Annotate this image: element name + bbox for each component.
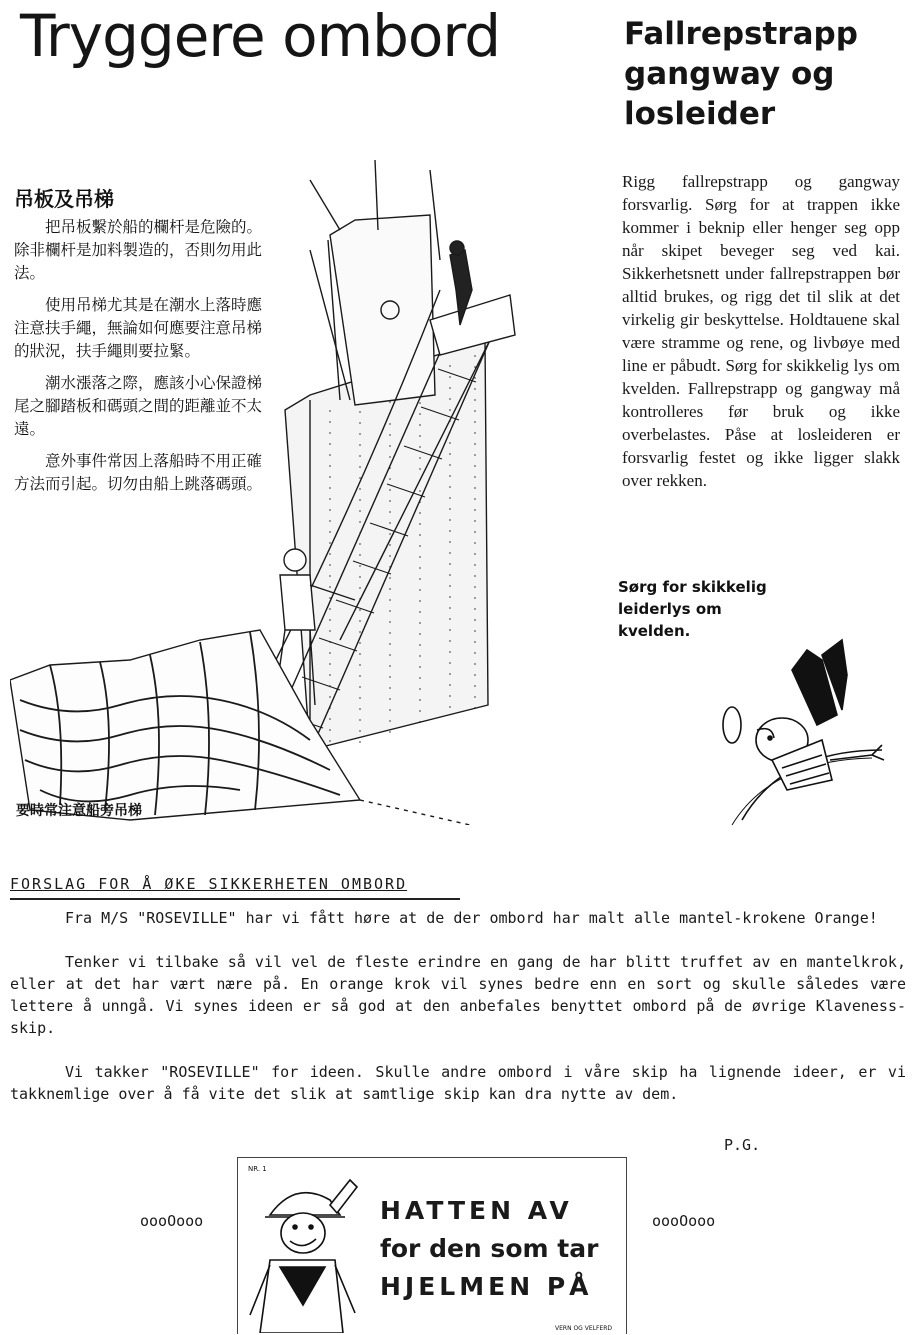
letter-signature: P.G.	[724, 1136, 761, 1154]
letter-paragraph: Fra M/S "ROSEVILLE" har vi fått høre at de der ombord har malt alle mantel-krokene Orange!	[65, 909, 878, 927]
chinese-paragraph: 把吊板繫於船的欄杆是危險的。除非欄杆是加料製造的，否則勿用此法。	[14, 218, 263, 282]
chinese-paragraph: 意外事件常因上落船時不用正確方法而引起。切勿由船上跳落碼頭。	[14, 452, 263, 493]
illustration-caption: 要時常注意船旁吊梯	[16, 803, 142, 819]
caption-line: Sørg for skikkelig	[618, 578, 767, 596]
falling-sailor-illustration	[712, 630, 892, 830]
heading-rule	[10, 898, 460, 900]
side-article-title	[624, 14, 914, 134]
helmet-man-illustration	[245, 1175, 365, 1333]
badge-number: NR. 1	[248, 1165, 267, 1173]
chinese-section-title: 吊板及吊梯	[14, 187, 114, 211]
badge-line: HATTEN AV	[380, 1196, 573, 1225]
caption-line: kvelden.	[618, 622, 691, 640]
letter-body	[10, 907, 906, 1127]
letter-paragraph: Tenker vi tilbake så vil vel de fleste erindre en gang de har blitt truffet av en mantelkrok, eller at det har vært nære på. En orange krok vil synes bedre enn en sort og skulle således være lettere å unngå. Vi synes ideen er så god at den anbefales benyttet ombord på de øvrige Klaveness-skip.	[10, 953, 906, 1037]
chinese-paragraph: 使用吊梯尤其是在潮水上落時應注意扶手繩，無論如何應要注意吊梯的狀況，扶手繩則要拉緊。	[14, 296, 263, 360]
caption-line: leiderlys om	[618, 600, 722, 618]
side-article-body: Rigg fallrepstrapp og gangway forsvarlig. Sørg for at trappen ikke kommer i beknip eller henger seg opp når skipet beveger seg ved kai. Sikkerhetsnett under fallrepstrappen bør alltid brukes, og rigg det til slik at det virkelig gir beskyttelse. Holdtauene skal være stramme og rene, og livbøye med line er påbudt. Sørg for skikkelig lys om kvelden. Fallrepstrapp og gangway må kontrolleres før bruk og ikke overbelastes. Påse at losleideren er forsvarlig festet og ikke ligger slakk over rekken.	[622, 172, 900, 490]
side-title-line: losleider	[624, 96, 776, 132]
page-title: Tryggere ombord	[20, 2, 501, 70]
badge-line: for den som tar	[380, 1234, 599, 1263]
letter-heading: FORSLAG FOR Å ØKE SIKKERHETEN OMBORD	[10, 875, 408, 893]
decoration-right: oooOooo	[652, 1212, 716, 1230]
side-title-line: Fallrepstrapp	[624, 16, 858, 52]
letter-paragraph: Vi takker "ROSEVILLE" for ideen. Skulle andre ombord i våre skip ha lignende ideer, er vi takknemlige over å få vite det slik at samtlige skip kan dra nytte av dem.	[10, 1063, 906, 1103]
side-title-line: gangway og	[624, 56, 835, 92]
badge-footer: VERN OG VELFERD	[555, 1325, 613, 1332]
badge-text	[380, 1192, 620, 1306]
chinese-section-body	[14, 216, 274, 505]
chinese-paragraph: 潮水漲落之際，應該小心保證梯尾之腳踏板和碼頭之間的距離並不太遠。	[14, 374, 263, 438]
decoration-left: oooOooo	[140, 1212, 204, 1230]
badge-line: HJELMEN PÅ	[380, 1272, 593, 1301]
